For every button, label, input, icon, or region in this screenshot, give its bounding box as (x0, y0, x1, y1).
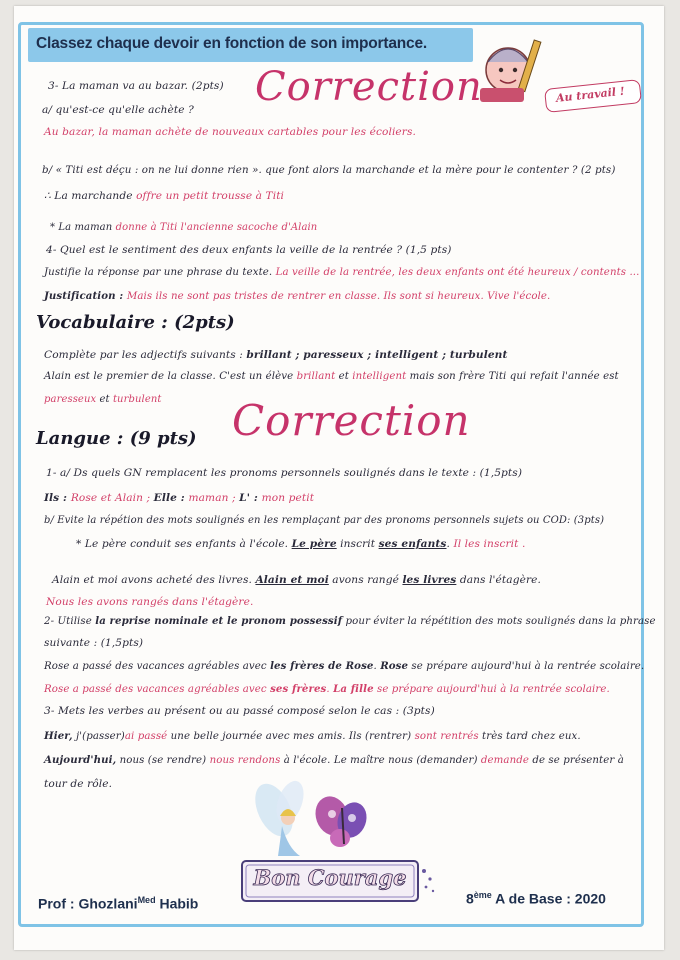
langue-q1-answer: Ils : Rose et Alain ; Elle : maman ; L' : mon petit (44, 492, 315, 504)
langue-title: Langue : (9 pts) (36, 428, 197, 449)
au-travail-label: Au travail ! (555, 84, 626, 105)
bon-courage-text: Bon Courage (253, 865, 407, 890)
langue-q1: 1- a/ Ds quels GN remplacent les pronoms personnels soulignés dans le texte : (1,5pts) (46, 467, 523, 479)
langue-q3: 3- Mets les verbes au présent ou au passé composé selon le cas : (3pts) (44, 705, 435, 717)
langue-q2-line1: 2- Utilise la reprise nominale et le pronom possessif pour éviter la répétition des mots soulignés dans la phrase (44, 615, 656, 627)
langue-qb: b/ Evite la répétion des mots soulignés en les remplaçant par des pronoms personnels sujets ou COD: (3pts) (44, 515, 605, 526)
q3-line1: 3- La maman va au bazar. (2pts) (48, 80, 224, 92)
correction-title-2: Correction (232, 396, 471, 445)
langue-q2-line2: suivante : (1,5pts) (44, 637, 144, 649)
langue-q3-line2: Aujourd'hui, nous (se rendre) nous rendons à l'école. Le maître nous (demander) demande de se présenter à (44, 754, 624, 766)
langue-qb-line1: * Le père conduit ses enfants à l'école. Le père inscrit ses enfants. Il les inscrit . (76, 538, 526, 550)
langue-q3-line1: Hier, j'(passer)ai passé une belle journée avec mes amis. Ils (rentrer) sont rentrés très tard chez eux. (44, 730, 581, 742)
langue-qb-line3: Nous les avons rangés dans l'étagère. (46, 596, 254, 608)
fairy-butterfly-illustration (244, 772, 384, 864)
langue-q2-answer: Rose a passé des vacances agréables avec ses frères. La fille se prépare aujourd'hui à la rentrée scolaire. (44, 683, 610, 695)
correction-title-1: Correction (255, 64, 483, 110)
vocabulaire-title: Vocabulaire : (2pts) (36, 312, 235, 333)
header-banner (28, 28, 473, 62)
q3-line2: a/ qu'est-ce qu'elle achète ? (42, 104, 194, 116)
vocab-line3: paresseux et turbulent (44, 394, 162, 405)
langue-q2-sentence: Rose a passé des vacances agréables avec les frères de Rose. Rose se prépare aujourd'hui à la rentrée scolaire. (44, 660, 645, 672)
vocab-line1: Complète par les adjectifs suivants : brillant ; paresseux ; intelligent ; turbulent (44, 349, 508, 361)
qb-line1: b/ « Titi est déçu : on ne lui donne rien ». que font alors la marchande et la mère pour le contenter ? (2 pts) (42, 164, 616, 176)
q4-line1: 4- Quel est le sentiment des deux enfants la veille de la rentrée ? (1,5 pts) (46, 244, 452, 256)
bon-courage-banner (240, 857, 438, 907)
q3-answer: Au bazar, la maman achète de nouveaux cartables pour les écoliers. (44, 126, 416, 138)
langue-qb-line2: Alain et moi avons acheté des livres. Alain et moi avons rangé les livres dans l'étagère. (52, 574, 541, 586)
footer-teacher: Prof : Ghozlani$^{Med}$ Habib (38, 895, 199, 912)
q4-line2: Justifie la réponse par une phrase du texte. La veille de la rentrée, les deux enfants ont été heureux / contents ... (44, 267, 640, 278)
langue-q3-line3: tour de rôle. (44, 778, 113, 790)
q4-justification: Justification : Mais ils ne sont pas tristes de rentrer en classe. Ils sont si heureux. Vive l'école. (44, 290, 551, 302)
header-title: Classez chaque devoir en fonction de son importance. (36, 35, 427, 52)
footer-class: 8ème A de Base : 2020 (466, 890, 606, 907)
qb-answer1: ∴ La marchande offre un petit trousse à Titi (44, 190, 285, 202)
qb-answer2: * La maman donne à Titi l'ancienne sacoche d'Alain (50, 222, 318, 233)
vocab-line2: Alain est le premier de la classe. C'est un élève brillant et intelligent mais son frère Titi qui refait l'année est (44, 371, 619, 382)
